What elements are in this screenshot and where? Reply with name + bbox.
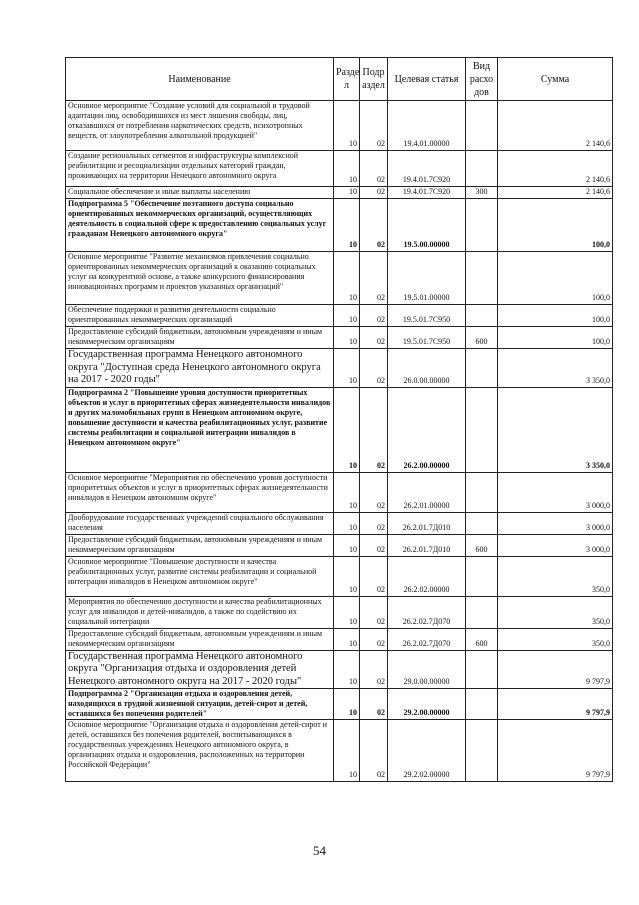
- cell-amount: 100,0: [498, 199, 613, 252]
- cell-name: Предоставление субсидий бюджетным, автономным учреждениям и иным некоммерческим организациям: [66, 534, 334, 556]
- cell-amount: 100,0: [498, 305, 613, 327]
- cell-name: Дооборудование государственных учреждений социального обслуживания населения: [66, 512, 334, 534]
- cell-amount: 350,0: [498, 628, 613, 650]
- cell-section: 10: [334, 349, 360, 388]
- cell-amount: 9 797,9: [498, 650, 613, 689]
- cell-exp-type: [466, 101, 498, 151]
- table-row: [66, 534, 613, 556]
- cell-target: 29.2.00.00000: [388, 689, 466, 720]
- cell-subsection: 02: [360, 151, 388, 187]
- cell-exp-type: [466, 596, 498, 628]
- cell-exp-type: 300: [466, 187, 498, 199]
- cell-exp-type: [466, 689, 498, 720]
- header-name: Наименование: [66, 58, 334, 101]
- cell-exp-type: [466, 349, 498, 388]
- cell-exp-type: [466, 720, 498, 782]
- cell-exp-type: 600: [466, 327, 498, 349]
- cell-target: 19.4.01.7С920: [388, 151, 466, 187]
- cell-amount: 3 350,0: [498, 387, 613, 472]
- cell-name: Подпрограмма 2 "Организация отдыха и оздоровления детей, находящихся в трудной жизненной ситуации, детей-сирот и детей, оставшихся без попечения родителей": [66, 689, 334, 720]
- cell-target: 19.4.01.00000: [388, 101, 466, 151]
- table-row: [66, 650, 613, 689]
- cell-amount: 350,0: [498, 556, 613, 596]
- cell-subsection: 02: [360, 252, 388, 305]
- cell-amount: 3 000,0: [498, 534, 613, 556]
- cell-section: 10: [334, 387, 360, 472]
- cell-section: 10: [334, 101, 360, 151]
- cell-subsection: 02: [360, 349, 388, 388]
- cell-section: 10: [334, 556, 360, 596]
- cell-subsection: 02: [360, 101, 388, 151]
- cell-amount: 100,0: [498, 327, 613, 349]
- cell-name: Основное мероприятие "Мероприятия по обеспечению уровня доступности приоритетных объектов и услуг в приоритетных сферах жизнедеятельности инвалидов в Ненецком автономном округе": [66, 472, 334, 512]
- cell-exp-type: [466, 305, 498, 327]
- cell-name: Предоставление субсидий бюджетным, автономным учреждениям и иным некоммерческим организациям: [66, 628, 334, 650]
- cell-name: Предоставление субсидий бюджетным, автономным учреждениям и иным некоммерческим организациям: [66, 327, 334, 349]
- cell-subsection: 02: [360, 187, 388, 199]
- cell-subsection: 02: [360, 596, 388, 628]
- cell-name: Государственная программа Ненецкого автономного округа "Организация отдыха и оздоровления детей Ненецкого автономного округа на 2017 - 2020 годы": [66, 650, 334, 689]
- cell-subsection: 02: [360, 689, 388, 720]
- cell-subsection: 02: [360, 327, 388, 349]
- cell-section: 10: [334, 199, 360, 252]
- table-row: [66, 387, 613, 472]
- cell-amount: 9 797,9: [498, 720, 613, 782]
- table-row: [66, 349, 613, 388]
- table-row: [66, 628, 613, 650]
- cell-target: 29.0.00.00000: [388, 650, 466, 689]
- cell-subsection: 02: [360, 472, 388, 512]
- table-row: [66, 556, 613, 596]
- table-row: [66, 187, 613, 199]
- cell-section: 10: [334, 650, 360, 689]
- cell-section: 10: [334, 628, 360, 650]
- cell-subsection: 02: [360, 628, 388, 650]
- table-row: [66, 327, 613, 349]
- cell-target: 26.2.00.00000: [388, 387, 466, 472]
- cell-subsection: 02: [360, 387, 388, 472]
- cell-exp-type: [466, 472, 498, 512]
- cell-section: 10: [334, 187, 360, 199]
- cell-target: 26.0.00.00000: [388, 349, 466, 388]
- cell-name: Мероприятия по обеспечению доступности и качества реабилитационных услуг для инвалидов и детей-инвалидов, а также по содействию их социальной интеграции: [66, 596, 334, 628]
- cell-subsection: 02: [360, 556, 388, 596]
- cell-exp-type: [466, 387, 498, 472]
- cell-amount: 2 140,6: [498, 101, 613, 151]
- cell-section: 10: [334, 534, 360, 556]
- table-body: [66, 101, 613, 782]
- cell-name: Основное мероприятие "Повышение доступности и качества реабилитационных услуг, развитие системы реабилитации и социальной интеграции инвалидов в Ненецком автономном округе": [66, 556, 334, 596]
- cell-section: 10: [334, 305, 360, 327]
- cell-amount: 2 140,6: [498, 187, 613, 199]
- cell-section: 10: [334, 596, 360, 628]
- cell-subsection: 02: [360, 720, 388, 782]
- cell-section: 10: [334, 252, 360, 305]
- header-section: Разде л: [334, 58, 360, 101]
- table-row: [66, 305, 613, 327]
- cell-target: 19.5.01.00000: [388, 252, 466, 305]
- header-exp-type: Вид расхо дов: [466, 58, 498, 101]
- cell-subsection: 02: [360, 199, 388, 252]
- cell-exp-type: [466, 151, 498, 187]
- cell-name: Подпрограмма 2 "Повышение уровня доступности приоритетных объектов и услуг в приоритетных сферах жизнедеятельности инвалидов и других маломобильных групп в Ненецком автономном округе, повышение доступности и качества реабилитационных услуг, развитие системы реабилитации и социальной интеграции инвалидов в Ненецком автономном округе": [66, 387, 334, 472]
- table-row: [66, 101, 613, 151]
- page-number: 54: [313, 843, 326, 858]
- cell-target: 19.5.01.7С950: [388, 327, 466, 349]
- cell-amount: 3 000,0: [498, 512, 613, 534]
- table-row: [66, 596, 613, 628]
- cell-exp-type: [466, 199, 498, 252]
- cell-amount: 3 350,0: [498, 349, 613, 388]
- cell-target: 26.2.01.7Д010: [388, 512, 466, 534]
- cell-section: 10: [334, 327, 360, 349]
- cell-name: Социальное обеспечение и иные выплаты населению: [66, 187, 334, 199]
- cell-section: 10: [334, 151, 360, 187]
- table-row: [66, 689, 613, 720]
- cell-section: 10: [334, 512, 360, 534]
- cell-exp-type: 600: [466, 628, 498, 650]
- cell-section: 10: [334, 689, 360, 720]
- cell-name: Основное мероприятие "Развитие механизмов привлечения социально ориентированных некоммерческих организаций к оказанию социальных услуг на конкурентной основе, а также конкурсного финансирования инновационных программ и проектов указанных организаций": [66, 252, 334, 305]
- cell-name: Создание региональных сегментов и инфраструктуры комплексной реабилитации и ресоциализации отдельных категорий граждан, проживающих на территории Ненецкого автономного округа: [66, 151, 334, 187]
- cell-target: 19.5.01.7С950: [388, 305, 466, 327]
- header-target: Целевая статья: [388, 58, 466, 101]
- cell-exp-type: [466, 556, 498, 596]
- cell-exp-type: [466, 252, 498, 305]
- cell-target: 19.5.00.00000: [388, 199, 466, 252]
- cell-subsection: 02: [360, 534, 388, 556]
- cell-section: 10: [334, 720, 360, 782]
- cell-subsection: 02: [360, 512, 388, 534]
- cell-exp-type: [466, 650, 498, 689]
- header-subsection: Подр аздел: [360, 58, 388, 101]
- cell-exp-type: [466, 512, 498, 534]
- cell-target: 26.2.02.7Д070: [388, 628, 466, 650]
- budget-table: [65, 57, 613, 782]
- cell-amount: 100,0: [498, 252, 613, 305]
- table-row: [66, 151, 613, 187]
- cell-target: 26.2.01.7Д010: [388, 534, 466, 556]
- header-amount: Сумма: [498, 58, 613, 101]
- cell-name: Основное мероприятие "Создание условий для социальной и трудовой адаптации лиц, освободившихся из мест лишения свободы, лиц, отказавшихся от потребления наркотических средств, психотропных веществ, от злоупотребления алкогольной продукцией": [66, 101, 334, 151]
- cell-name: Государственная программа Ненецкого автономного округа "Доступная среда Ненецкого автономного округа на 2017 - 2020 годы": [66, 349, 334, 388]
- table-row: [66, 512, 613, 534]
- cell-name: Обеспечение поддержки и развития деятельности социально ориентированных некоммерческих организаций: [66, 305, 334, 327]
- cell-exp-type: 600: [466, 534, 498, 556]
- cell-amount: 350,0: [498, 596, 613, 628]
- table-row: [66, 252, 613, 305]
- cell-amount: 3 000,0: [498, 472, 613, 512]
- cell-name: Подпрограмма 5 "Обеспечение поэтапного доступа социально ориентированных некоммерческих организаций, осуществляющих деятельность в социальной сфере к предоставлению социальных услуг гражданам Ненецкого автономного округа": [66, 199, 334, 252]
- cell-target: 26.2.01.00000: [388, 472, 466, 512]
- cell-subsection: 02: [360, 650, 388, 689]
- table-row: [66, 199, 613, 252]
- cell-amount: 9 797,9: [498, 689, 613, 720]
- cell-target: 19.4.01.7С920: [388, 187, 466, 199]
- table-header-row: [66, 58, 613, 101]
- cell-target: 26.2.02.00000: [388, 556, 466, 596]
- cell-amount: 2 140,6: [498, 151, 613, 187]
- cell-subsection: 02: [360, 305, 388, 327]
- table-row: [66, 472, 613, 512]
- cell-section: 10: [334, 472, 360, 512]
- table-row: [66, 720, 613, 782]
- cell-name: Основное мероприятие "Организация отдыха и оздоровления детей-сирот и детей, оставшихся без попечения родителей, воспитывающихся в государственных учреждениях Ненецкого автономного округа, в организациях отдыха и оздоровления, расположенных на территории Российской Федерации": [66, 720, 334, 782]
- cell-target: 26.2.02.7Д070: [388, 596, 466, 628]
- cell-target: 29.2.02.00000: [388, 720, 466, 782]
